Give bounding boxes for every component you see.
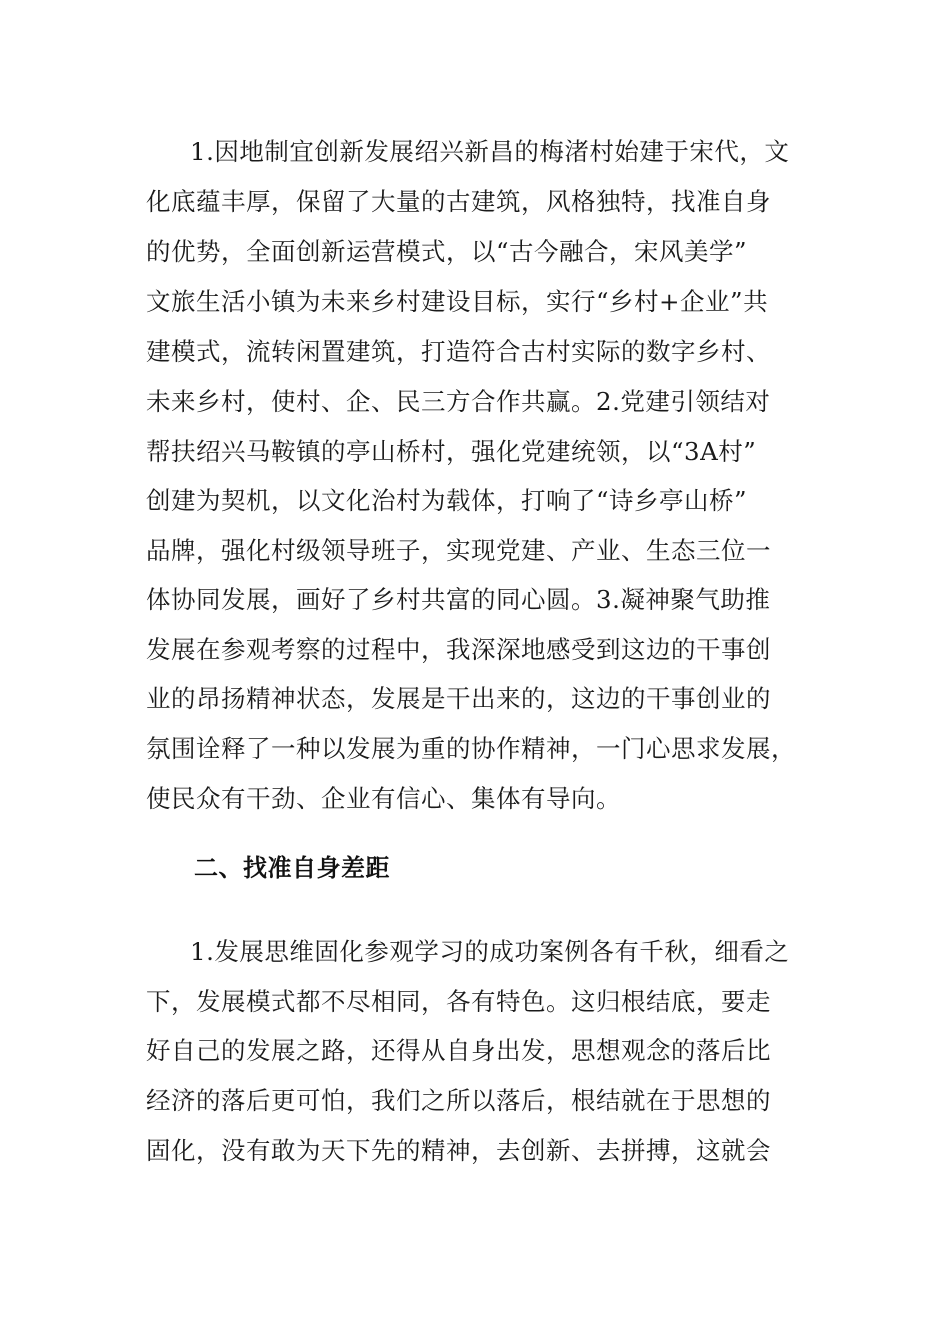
paragraph2-line-4: 经济的落后更可怕，我们之所以落后，根结就在于思想的 <box>146 1086 771 1115</box>
paragraph1-line-4: 文旅生活小镇为未来乡村建设目标，实行“乡村+企业”共 <box>146 287 769 316</box>
paragraph1-line-14: 使民众有干劲、企业有信心、集体有导向。 <box>146 784 621 813</box>
paragraph1-line-1: 1.因地制宜创新发展绍兴新昌的梅渚村始建于宋代，文 <box>190 137 790 166</box>
paragraph1-line-2: 化底蕴丰厚，保留了大量的古建筑，风格独特，找准自身 <box>146 187 771 216</box>
paragraph1-line-9: 品牌，强化村级领导班子，实现党建、产业、生态三位一 <box>146 536 771 565</box>
paragraph1-line-8: 创建为契机，以文化治村为载体，打响了“诗乡亭山桥” <box>146 486 748 515</box>
paragraph1-line-6: 未来乡村，使村、企、民三方合作共赢。2.党建引领结对 <box>146 387 771 416</box>
paragraph1-line-11: 发展在参观考察的过程中，我深深地感受到这边的干事创 <box>146 635 771 664</box>
paragraph1-line-10: 体协同发展，画好了乡村共富的同心圆。3.凝神聚气助推 <box>146 585 771 614</box>
paragraph1-line-5: 建模式，流转闲置建筑，打造符合古村实际的数字乡村、 <box>146 337 771 366</box>
paragraph1-line-3: 的优势，全面创新运营模式，以“古今融合，宋风美学” <box>146 237 748 266</box>
paragraph2-line-1: 1.发展思维固化参观学习的成功案例各有千秋，细看之 <box>190 937 790 966</box>
paragraph1-line-7: 帮扶绍兴马鞍镇的亭山桥村，强化党建统领，以“3A村” <box>146 437 757 466</box>
paragraph1-line-13: 氛围诠释了一种以发展为重的协作精神，一门心思求发展， <box>146 734 796 763</box>
paragraph2-line-2: 下，发展模式都不尽相同，各有特色。这归根结底，要走 <box>146 987 771 1016</box>
section-heading: 二、找准自身差距 <box>194 854 390 882</box>
paragraph2-line-3: 好自己的发展之路，还得从自身出发，思想观念的落后比 <box>146 1036 771 1065</box>
paragraph1-line-12: 业的昂扬精神状态，发展是干出来的，这边的干事创业的 <box>146 684 771 713</box>
paragraph2-line-5: 固化，没有敢为天下先的精神，去创新、去拼搏，这就会 <box>146 1136 771 1165</box>
